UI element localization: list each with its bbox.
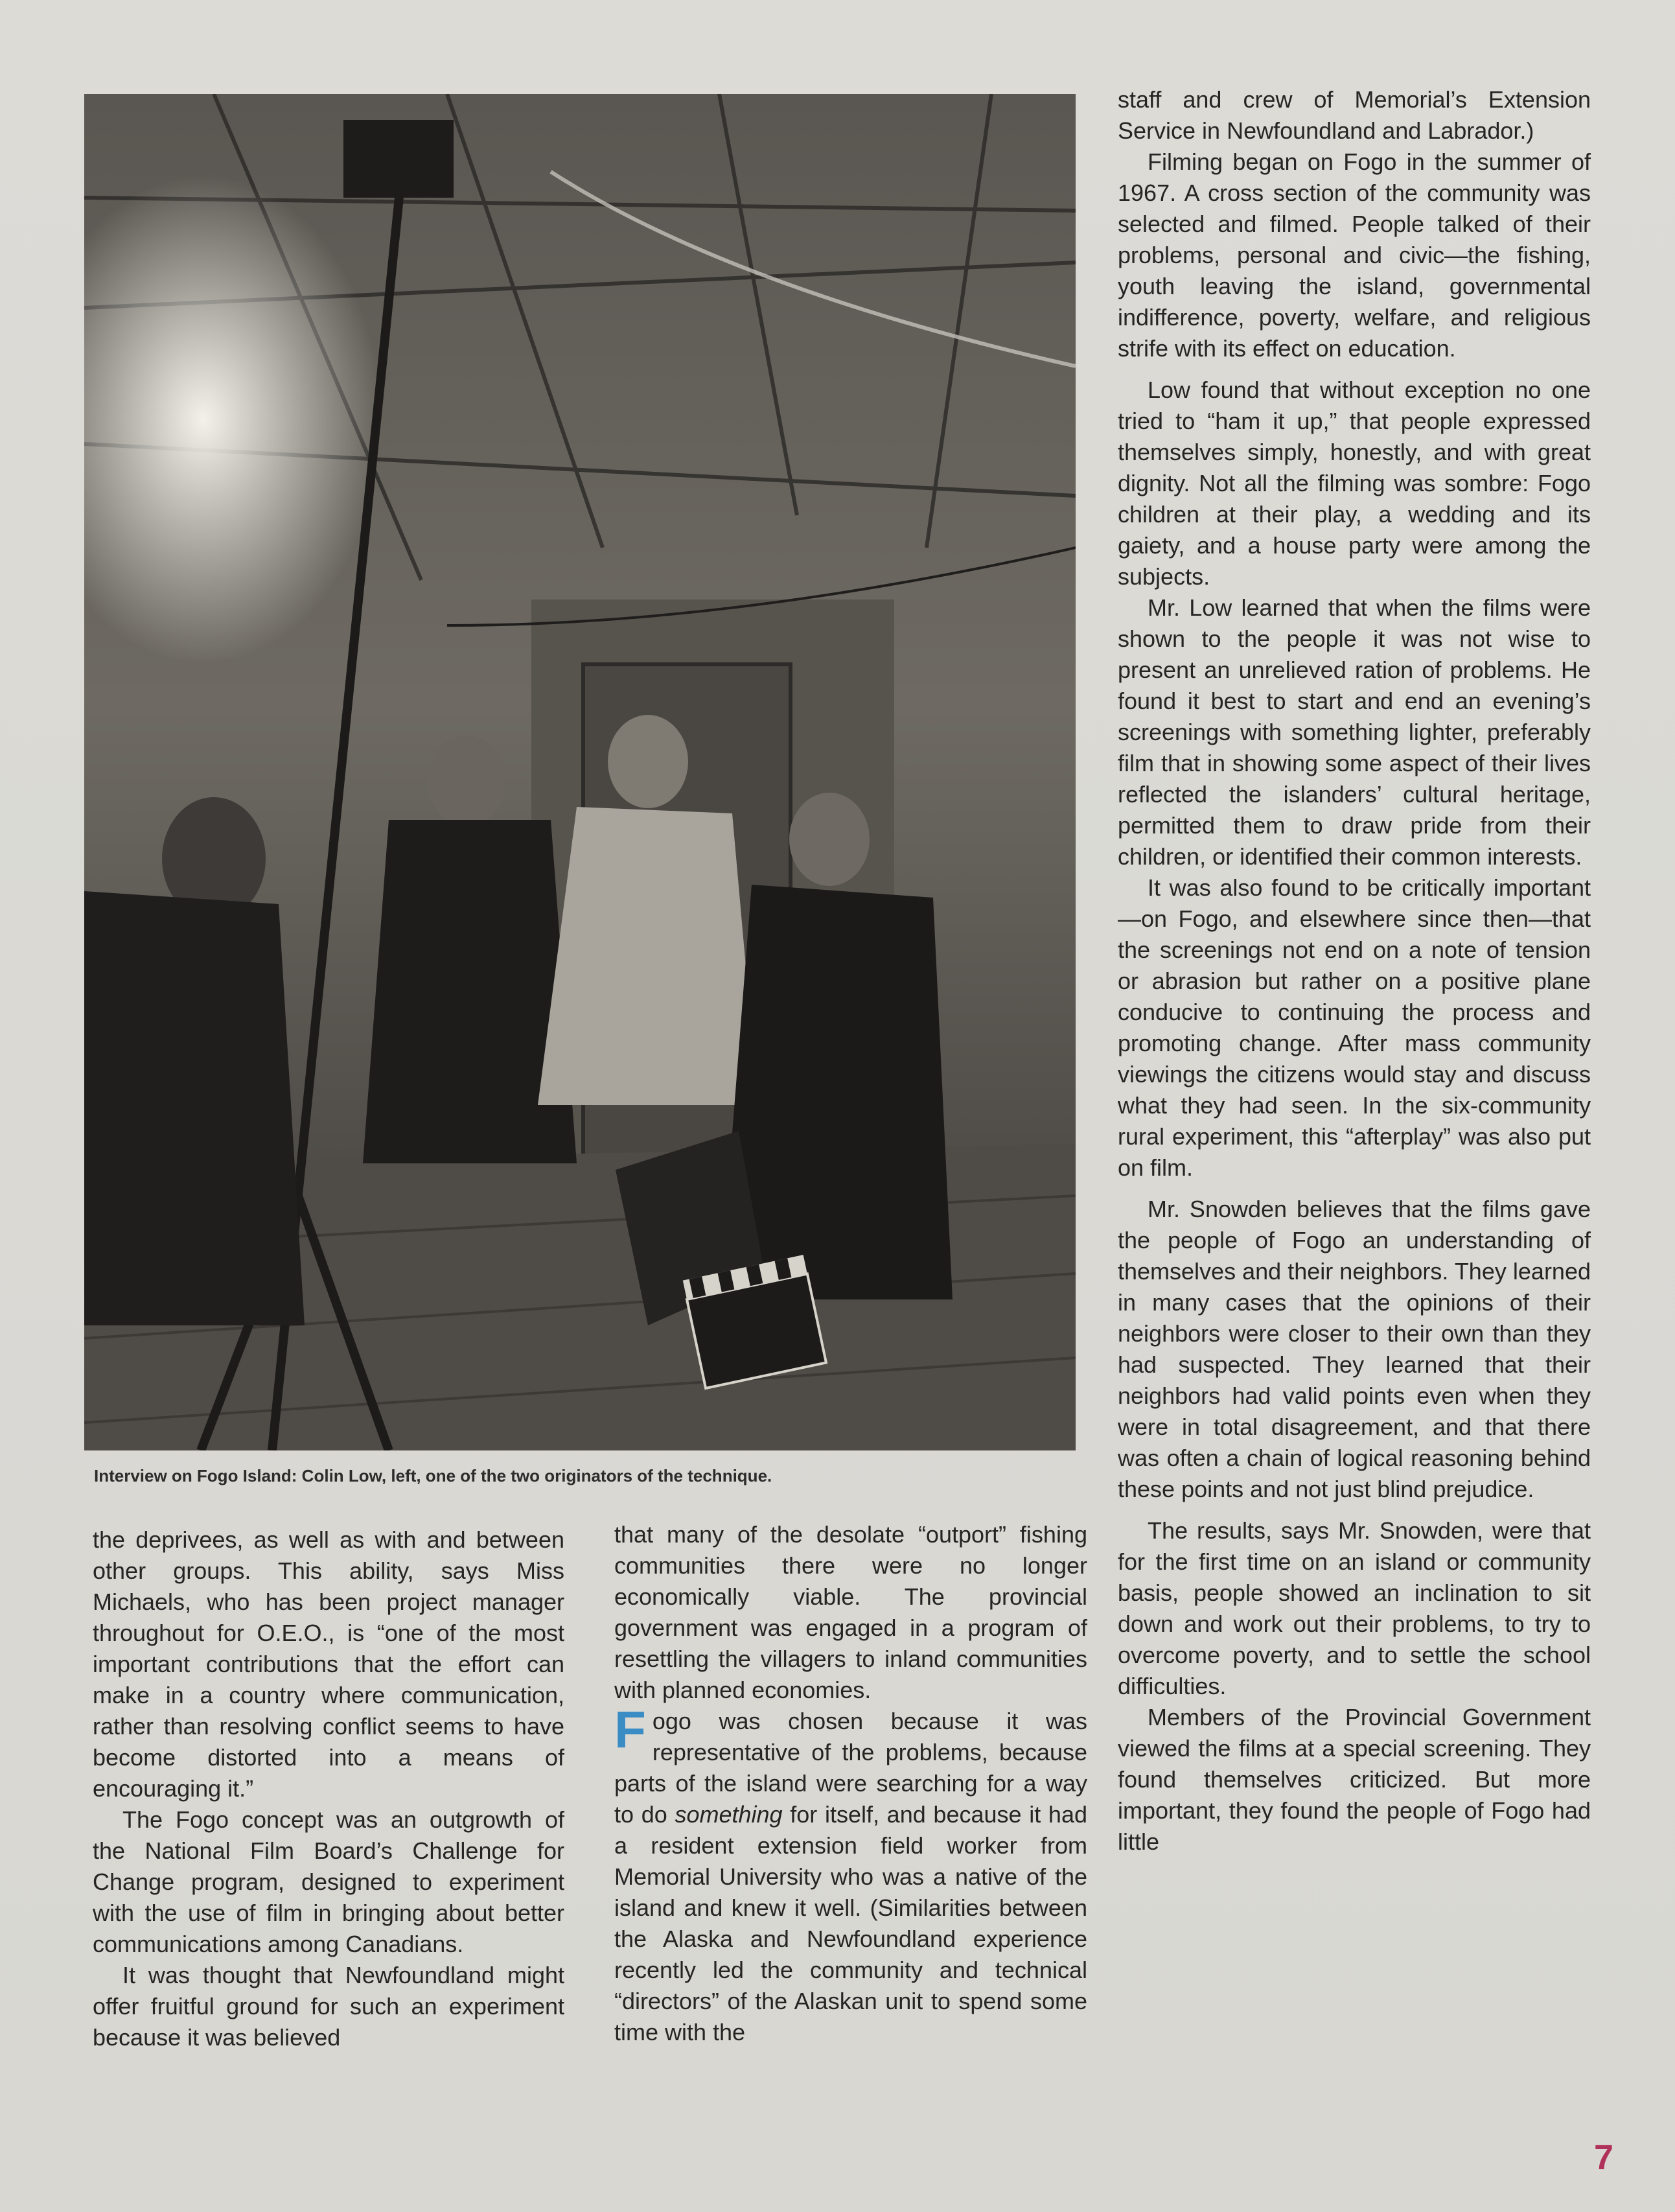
- paragraph: It was thought that Newfoundland might offer fruitful ground for such an experiment because it was believed: [93, 1962, 564, 2051]
- text-column-left: [93, 1524, 564, 2053]
- paragraph: Filming began on Fogo in the summer of 1967. A cross section of the community was selected and filmed. People talked of their problems, personal and civic—the fishing, youth leaving the island, governmental indifference, poverty, welfare, and religious strife with its effect on education.: [1118, 148, 1591, 362]
- paragraph: Mr. Snowden believes that the films gave the people of Fogo an understanding of themselves and their neighbors. They learned in many cases that the opinions of their neighbors were closer to their own than they had suspected. They learned that their neighbors had valid points even when they were in total disagreement, and that there was often a chain of logical reasoning behind these points and not just blind prejudice.: [1118, 1196, 1591, 1502]
- text-column-right: [1118, 84, 1591, 1857]
- paragraph-with-dropcap: [614, 1701, 1087, 2048]
- paragraph: The results, says Mr. Snowden, were that for the first time on an island or community basis, people showed an inclination to sit down and work out their problems, to try to overcome poverty, and to settle the school difficulties.: [1118, 1517, 1591, 1699]
- paragraph: that many of the desolate “outport” fishing communities there were no longer economically viable. The provincial government was engaged in a program of resettling the villagers to inland communities with planned economies.: [614, 1521, 1087, 1703]
- paragraph: Members of the Provincial Government viewed the films at a special screening. They found themselves criticized. But more important, they found the people of Fogo had little: [1118, 1704, 1591, 1855]
- drop-cap: F: [614, 1701, 646, 1758]
- interview-photo: [84, 94, 1076, 1450]
- paragraph: The Fogo concept was an outgrowth of the National Film Board’s Challenge for Change program, designed to experiment with the use of film in bringing about better communications among Canadians.: [93, 1806, 564, 1957]
- photo-caption: Interview on Fogo Island: Colin Low, left, one of the two originators of the technique.: [94, 1466, 772, 1485]
- paragraph: staff and crew of Memorial’s Extension Service in Newfoundland and Labrador.): [1118, 86, 1591, 144]
- text-column-middle: [614, 1519, 1087, 2048]
- interview-photo-icon: [84, 94, 1076, 1450]
- text-run: for itself, and because it had a resident extension field worker from Memorial University who was a native of the island and knew it well. (Similarities between the Alaska and Newfoundland experience recently led the community and technical “directors” of the Alaskan unit to spend some time with the: [614, 1801, 1087, 2045]
- text-run: ogo was chosen because it was representative of the problems, because parts of the island were searching for a way to do: [614, 1708, 1087, 1828]
- page-number: 7: [1594, 2138, 1614, 2177]
- paragraph: the deprivees, as well as with and between other groups. This ability, says Miss Michaels, who has been project manager throughout for O.E.O., is “one of the most important contributions that the effort can make in a country where communication, rather than resolving conflict seems to have become distorted into a means of encouraging it.”: [93, 1526, 564, 1802]
- emphasis: something: [675, 1801, 783, 1828]
- paragraph: Low found that without exception no one tried to “ham it up,” that people expressed themselves simply, honestly, and with great dignity. Not all the filming was sombre: Fogo children at their play, a wedding and its gaiety, and a house party were among the subjects.: [1118, 377, 1591, 590]
- paragraph: Mr. Low learned that when the films were shown to the people it was not wise to present an unrelieved ration of problems. He found it best to start and end an evening’s screenings with something lighter, preferably film that in showing some aspect of their lives reflected the islanders’ cultural heritage, permitted them to draw pride from their children, or identified their common interests.: [1118, 594, 1591, 870]
- paragraph: It was also found to be critically important—on Fogo, and elsewhere since then—that the screenings not end on a note of tension or abrasion but rather on a positive plane conducive to continuing the process and promoting change. After mass community viewings the citizens would stay and discuss what they had seen. In the six-community rural experiment, this “afterplay” was also put on film.: [1118, 874, 1591, 1181]
